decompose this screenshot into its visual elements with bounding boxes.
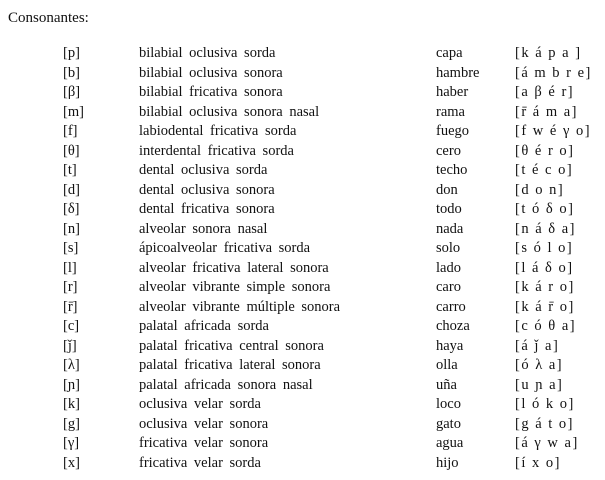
- phonetic-symbol: [r]: [63, 279, 78, 295]
- phonetic-symbol: [p]: [63, 45, 80, 61]
- phonetic-transcription: [á m b r e]: [515, 64, 592, 81]
- section-heading: Consonantes:: [8, 10, 89, 26]
- phonetic-symbol: [ǰ]: [63, 337, 77, 354]
- table-row: [0, 317, 605, 337]
- example-word: loco: [436, 396, 461, 412]
- phonetic-symbol: [ɲ]: [63, 376, 80, 393]
- phonetic-transcription: [k á r o]: [515, 279, 575, 295]
- example-word: olla: [436, 357, 458, 373]
- table-row: [0, 454, 605, 474]
- example-word: gato: [436, 415, 461, 432]
- example-word: hambre: [436, 64, 480, 81]
- phonetic-description: dental fricativa sonora: [139, 201, 275, 217]
- phonetic-symbol: [m]: [63, 103, 84, 120]
- phonetic-description: fricativa velar sorda: [139, 454, 261, 471]
- phonetic-transcription: [k á p a ]: [515, 45, 582, 61]
- phonetic-description: bilabial oclusiva sorda: [139, 45, 276, 61]
- phonetic-symbol: [x]: [63, 454, 80, 471]
- table-row: [0, 337, 605, 357]
- phonetic-transcription: [s ó l o]: [515, 240, 574, 256]
- phonetic-transcription: [c ó θ a]: [515, 318, 577, 334]
- table-row: [0, 395, 605, 415]
- phonetic-symbol: [g]: [63, 415, 80, 432]
- phonetic-transcription: [r̄ á m a]: [515, 103, 579, 120]
- table-row: [0, 181, 605, 201]
- table-row: [0, 161, 605, 181]
- phonetic-description: alveolar fricativa lateral sonora: [139, 259, 329, 276]
- phonetic-description: dental oclusiva sorda: [139, 162, 268, 178]
- phonetic-transcription: [á ǰ a]: [515, 337, 560, 354]
- phonetic-symbol: [θ]: [63, 142, 80, 159]
- phonetic-description: palatal fricativa lateral sonora: [139, 357, 321, 373]
- phonetic-transcription: [í x o]: [515, 454, 561, 471]
- table-row: [0, 103, 605, 123]
- phonetic-description: oclusiva velar sorda: [139, 396, 261, 412]
- phonetic-description: ápicoalveolar fricativa sorda: [139, 240, 311, 256]
- table-row: [0, 259, 605, 279]
- phonetic-symbol: [k]: [63, 396, 80, 412]
- phonetic-transcription: [θ é r o]: [515, 142, 575, 159]
- phonetic-transcription: [g á t o]: [515, 415, 574, 432]
- example-word: haber: [436, 84, 469, 100]
- example-word: carro: [436, 298, 466, 315]
- phonetic-description: interdental fricativa sorda: [139, 142, 294, 159]
- phonetic-symbol: [β]: [63, 84, 81, 100]
- table-row: [0, 220, 605, 240]
- phonetic-transcription: [á γ w a]: [515, 435, 579, 451]
- phonetic-description: fricativa velar sonora: [139, 435, 269, 451]
- phonetic-transcription: [d o n]: [515, 181, 565, 198]
- phonetic-symbol: [f]: [63, 123, 78, 139]
- phonetic-transcription: [l ó k o]: [515, 396, 575, 412]
- phonetic-symbol: [γ]: [63, 435, 80, 451]
- phonetic-symbol: [c]: [63, 318, 80, 334]
- table-row: [0, 278, 605, 298]
- phonetic-description: bilabial oclusiva sonora: [139, 64, 283, 81]
- phonetic-description: palatal fricativa central sonora: [139, 337, 324, 354]
- phonetic-description: alveolar vibrante múltiple sonora: [139, 298, 341, 315]
- table-row: [0, 200, 605, 220]
- example-word: nada: [436, 220, 464, 237]
- phonetic-symbol: [l]: [63, 259, 77, 276]
- example-word: don: [436, 181, 458, 198]
- phonetic-description: dental oclusiva sonora: [139, 181, 275, 198]
- example-word: agua: [436, 435, 464, 451]
- phonetic-transcription: [f w é γ o]: [515, 123, 592, 139]
- phonetic-transcription: [t ó δ o]: [515, 201, 575, 217]
- example-word: uña: [436, 376, 457, 393]
- example-word: solo: [436, 240, 461, 256]
- table-row: [0, 356, 605, 376]
- phonetic-transcription: [u ɲ a]: [515, 376, 564, 393]
- phonetic-description: oclusiva velar sonora: [139, 415, 269, 432]
- phonetic-symbol: [b]: [63, 64, 80, 81]
- phonetic-transcription: [a β é r]: [515, 84, 575, 100]
- table-row: [0, 434, 605, 454]
- phonetic-description: alveolar vibrante simple sonora: [139, 279, 331, 295]
- phonetic-description: bilabial oclusiva sonora nasal: [139, 103, 320, 120]
- example-word: capa: [436, 45, 463, 61]
- table-row: [0, 415, 605, 435]
- table-row: [0, 298, 605, 318]
- phonetic-description: bilabial fricativa sonora: [139, 84, 283, 100]
- example-word: cero: [436, 142, 461, 159]
- example-word: fuego: [436, 123, 470, 139]
- example-word: lado: [436, 259, 461, 276]
- table-row: [0, 44, 605, 64]
- table-row: [0, 142, 605, 162]
- phonetic-description: palatal africada sorda: [139, 318, 269, 334]
- phonetic-symbol: [r̄]: [63, 298, 78, 315]
- example-word: rama: [436, 103, 465, 120]
- phonetic-symbol: [d]: [63, 181, 80, 198]
- phonetic-transcription: [k á r̄ o]: [515, 298, 575, 315]
- phonetic-symbol: [t]: [63, 162, 77, 178]
- consonant-table: [0, 44, 605, 473]
- example-word: haya: [436, 337, 464, 354]
- table-row: [0, 122, 605, 142]
- example-word: todo: [436, 201, 462, 217]
- phonetic-transcription: [n á δ a]: [515, 220, 576, 237]
- phonetic-transcription: [t é c o]: [515, 162, 574, 178]
- example-word: techo: [436, 162, 468, 178]
- table-row: [0, 239, 605, 259]
- example-word: choza: [436, 318, 470, 334]
- table-row: [0, 376, 605, 396]
- table-row: [0, 83, 605, 103]
- table-row: [0, 64, 605, 84]
- phonetic-symbol: [λ]: [63, 357, 80, 373]
- phonetic-symbol: [n]: [63, 220, 80, 237]
- example-word: caro: [436, 279, 461, 295]
- phonetic-transcription: [l á δ o]: [515, 259, 574, 276]
- phonetic-description: alveolar sonora nasal: [139, 220, 268, 237]
- phonetic-description: palatal africada sonora nasal: [139, 376, 313, 393]
- example-word: hijo: [436, 454, 459, 471]
- phonetic-description: labiodental fricativa sorda: [139, 123, 297, 139]
- phonetic-transcription: [ó λ a]: [515, 357, 564, 373]
- phonetic-symbol: [δ]: [63, 201, 80, 217]
- phonetic-symbol: [s]: [63, 240, 79, 256]
